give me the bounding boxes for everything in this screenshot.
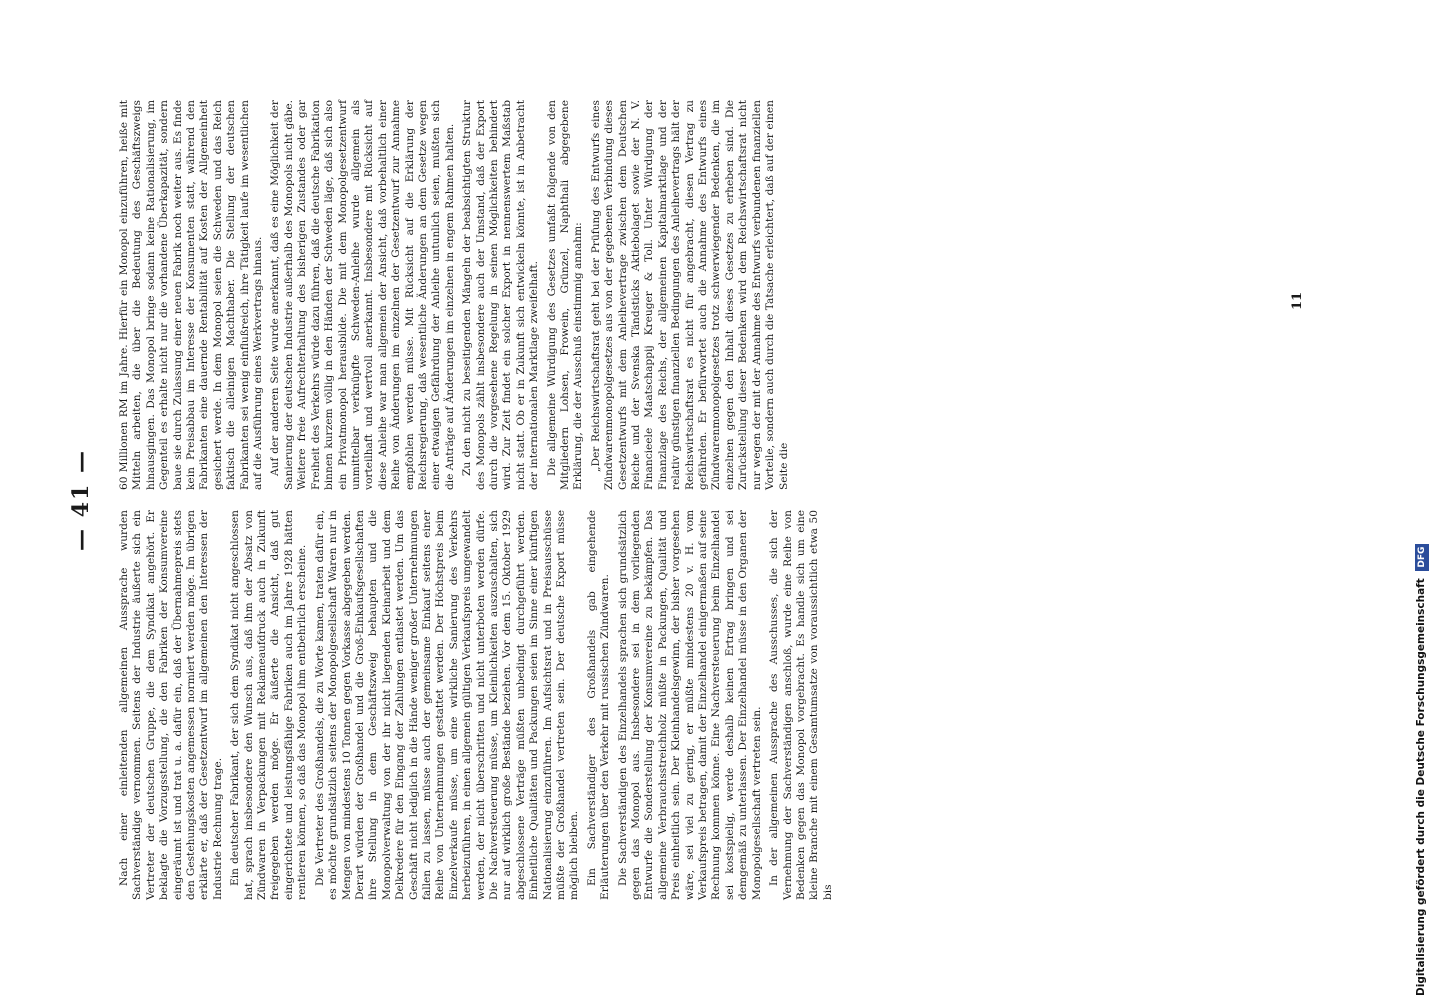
paragraph: Die Sachverständigen des Einzelhandels sprachen sich grundsätzlich gegen das Monopol aus. Insbesondere sei in dem vorliegenden Entwurfe die Sonderstellung der Konsumvereine zu bekämpfen. Das allgemeine Verbrauchsstreichholz müßte in Packungen, Qualität und Preis einheitlich sein. Der Kleinhandelsgewinn, der bisher vorgesehen wäre, sei viel zu gering, er müßte mindestens 20 v. H. vom Verkaufspreis betragen, damit der Einzelhandel einigermaßen auf seine Rechnung kommen könne. Eine Nachversteuerung beim Einzelhandel sei kostspielig, werde deshalb keinen Ertrag bringen und sei demgemäß zu unterlassen. Der Einzelhandel müsse in den Organen der Monopolgesellschaft vertreten sein. <box>616 510 763 900</box>
quoted-statement: „Der Reichswirtschaftsrat geht bei der Prüfung des Entwurfs eines Zündwarenmonopolgesetzes aus von der gegebenen Verbindung dieses Gesetzentwurfs mit dem Anleihevertrage zwischen dem Deutschen Reiche und der Svenska Tändsticks Aktiebolaget sowie der N. V. Financieele Maatschappij Kreuger & Toll. Unter Würdigung der Finanzlage des Reichs, der allgemeinen Kapitalmarktlage und der relativ günstigen finanziellen Bedingungen des Anleihevertrags hält der Reichswirtschaftsrat es nicht für angebracht, diesen Vertrag zu gefährden. Er befürwortet auch die Annahme des Entwurfs eines Zündwarenmonopolgesetzes trotz schwerwiegender Bedenken, die im einzelnen gegen den Inhalt dieses Gesetzes zu erheben sind. Die Zurückstellung dieser Bedenken wird dem Reichswirtschaftsrat nicht nur wegen der mit der Annahme des Entwurfs verbundenen finanziellen Vorteile, sondern auch durch die Tatsache erleichtert, daß auf der einen Seite die <box>589 100 790 490</box>
paragraph: Die allgemeine Würdigung des Gesetzes umfaßt folgende von den Mitgliedern Lohsen, Frowein, Grünzel, Naphthali abgegebene Erklärung, die der Ausschuß einstimmig annahm: <box>545 100 585 490</box>
paragraph: Ein deutscher Fabrikant, der sich dem Syndikat nicht angeschlossen hat, sprach insbesondere den Wunsch aus, daß ihm der Absatz von Zündwaren in Verpackungen mit Reklameaufdruck auch in Zukunft freigegeben werden möge. Er äußerte die Ansicht, daß gut eingerichtete und leistungsfähige Fabriken auch im Jahre 1928 hätten rentieren können, so daß das Monopol ihm entbehrlich erscheine. <box>229 510 309 900</box>
paragraph: Zu den nicht zu beseitigenden Mängeln der beabsichtigten Struktur des Monopols zählt insbesondere auch der Umstand, daß der Export durch die vorgesehene Regelung in seinen Möglichkeiten behindert wird. Zur Zeit findet ein solcher Export in nennenswertem Maßstab nicht statt. Ob er in Zukunft sich entwickeln könnte, ist in Anbetracht der internationalen Marktlage zweifelhaft. <box>461 100 541 490</box>
paragraph: Ein Sachverständiger des Großhandels gab eingehende Erläuterungen über den Verkehr mit russischen Zündwaren. <box>585 510 612 900</box>
dfg-note-label: Digitalisierung gefördert durch die Deutsche Forschungsgemeinschaft <box>1415 578 1427 996</box>
page-number: — 41 — <box>68 449 94 551</box>
left-column <box>118 510 839 900</box>
paragraph: Nach einer einleitenden allgemeinen Aussprache wurden Sachverständige vernommen. Seitens der Industrie äußerte sich ein Vertreter der deutschen Gruppe, die dem Syndikat angehört. Er beklagte die Vorzugsstellung, die den Fabriken der Konsumvereine eingeräumt ist und trat u. a. dafür ein, daß der Übernahmepreis stets den Gestehungskosten angemessen normiert werden möge. Im übrigen erklärte er, daß der Gesetzentwurf im allgemeinen den Interessen der Industrie Rechnung trage. <box>118 510 224 900</box>
paragraph: In der allgemeinen Aussprache des Ausschusses, die sich der Vernehmung der Sachverständigen anschloß, wurde eine Reihe von Bedenken gegen das Monopol vorgebracht. Es handle sich um eine kleine Branche mit einem Gesamtumsatze von voraussichtlich etwa 50 bis <box>768 510 834 900</box>
paragraph: 60 Millionen RM im Jahre. Hierfür ein Monopol einzuführen, heiße mit Mitteln arbeiten, die über die Bedeutung des Geschäftszweigs hinausgingen. Das Monopol bringe sodann keine Rationalisierung, im Gegenteil es erhalte nicht nur die vorhandene Überkapazität, sondern baue sie durch Zulassung einer neuen Fabrik noch weiter aus. Es finde kein Preisabbau im Interesse der Konsumenten statt, während den Fabrikanten eine dauernde Rentabilität auf Kosten der Allgemeinheit gesichert werde. In dem Monopol seien die Schweden und das Reich faktisch die alleinigen Machthaber. Die Stellung der deutschen Fabrikanten sei wenig einflußreich, ihre Tätigkeit laufe im wesentlichen auf die Ausführung eines Werkvertrags hinaus. <box>118 100 265 490</box>
dfg-logo: DFG <box>1415 544 1429 571</box>
page-header <box>68 80 98 920</box>
paragraph: Auf der anderen Seite wurde anerkannt, daß es eine Möglichkeit der Sanierung der deutschen Industrie außerhalb des Monopols nicht gäbe. Weitere freie Aufrechterhaltung des bisherigen Zustandes oder gar Freiheit des Verkehrs würde dazu führen, daß die deutsche Fabrikation binnen kurzem völlig in den Händen der Schweden läge, daß sich also ein Privatmonopol herausbilde. Die mit dem Monopolgesetzentwurf unmittelbar verknüpfte Schweden-Anleihe wurde allgemein als vorteilhaft und wertvoll anerkannt. Insbesondere mit Rücksicht auf diese Anleihe war man allgemein der Ansicht, daß vorbehaltlich einer Reihe von Änderungen im einzelnen der Gesetzentwurf zur Annahme empfohlen werden müsse. Mit Rücksicht auf die Erklärung der Reichsregierung, daß wesentliche Änderungen an dem Gesetze wegen einer etwaigen Gefährdung der Anleihe untunlich seien, mußten sich die Anträge auf Änderungen im einzelnen in engem Rahmen halten. <box>269 100 456 490</box>
dfg-note-text <box>1412 16 1430 996</box>
dfg-side-note <box>1412 6 1430 996</box>
right-column <box>118 100 795 490</box>
paragraph: Die Vertreter des Großhandels, die zu Worte kamen, traten dafür ein, es möchte grundsätzlich seitens der Monopolgesellschaft Waren nur in Mengen von mindestens 10 Tonnen gegen Vorkasse abgegeben werden. Derart würden der Großhandel und die Groß-Einkaufsgesellschaften ihre Stellung in dem Geschäftszweig behaupten und die Monopolverwaltung von der ihr nicht liegenden Kleinarbeit und dem Delkredere für den Eingang der Zahlungen entlastet werden. Um das Geschäft nicht lediglich in die Hände weniger großer Unternehmungen fallen zu lassen, müsse auch der gemeinsame Einkauf seitens einer Reihe von Unternehmungen gestattet werden. Der Höchstpreis beim Einzelverkaufe müsse, um eine wirkliche Sanierung des Verkehrs herbeizuführen, in einen allgemein gültigen Verkaufspreis umgewandelt werden, der nicht überschritten und nicht unterboten werden dürfe. Die Nachversteuerung müsse, um Kleinlichkeiten auszuschalten, sich nur auf wirklich große Bestände beziehen. Vor dem 15. Oktober 1929 abgeschlossene Verträge müßten unbedingt durchgeführt werden. Einheitliche Qualitäten und Packungen seien im Sinne einer künftigen Nationalisierung einzuführen. Im Aufsichtsrat und in Preisausschüsse müßte der Großhandel vertreten sein. Der deutsche Export müsse möglich bleiben. <box>313 510 581 900</box>
sheet-signature: 11 <box>1290 291 1305 310</box>
